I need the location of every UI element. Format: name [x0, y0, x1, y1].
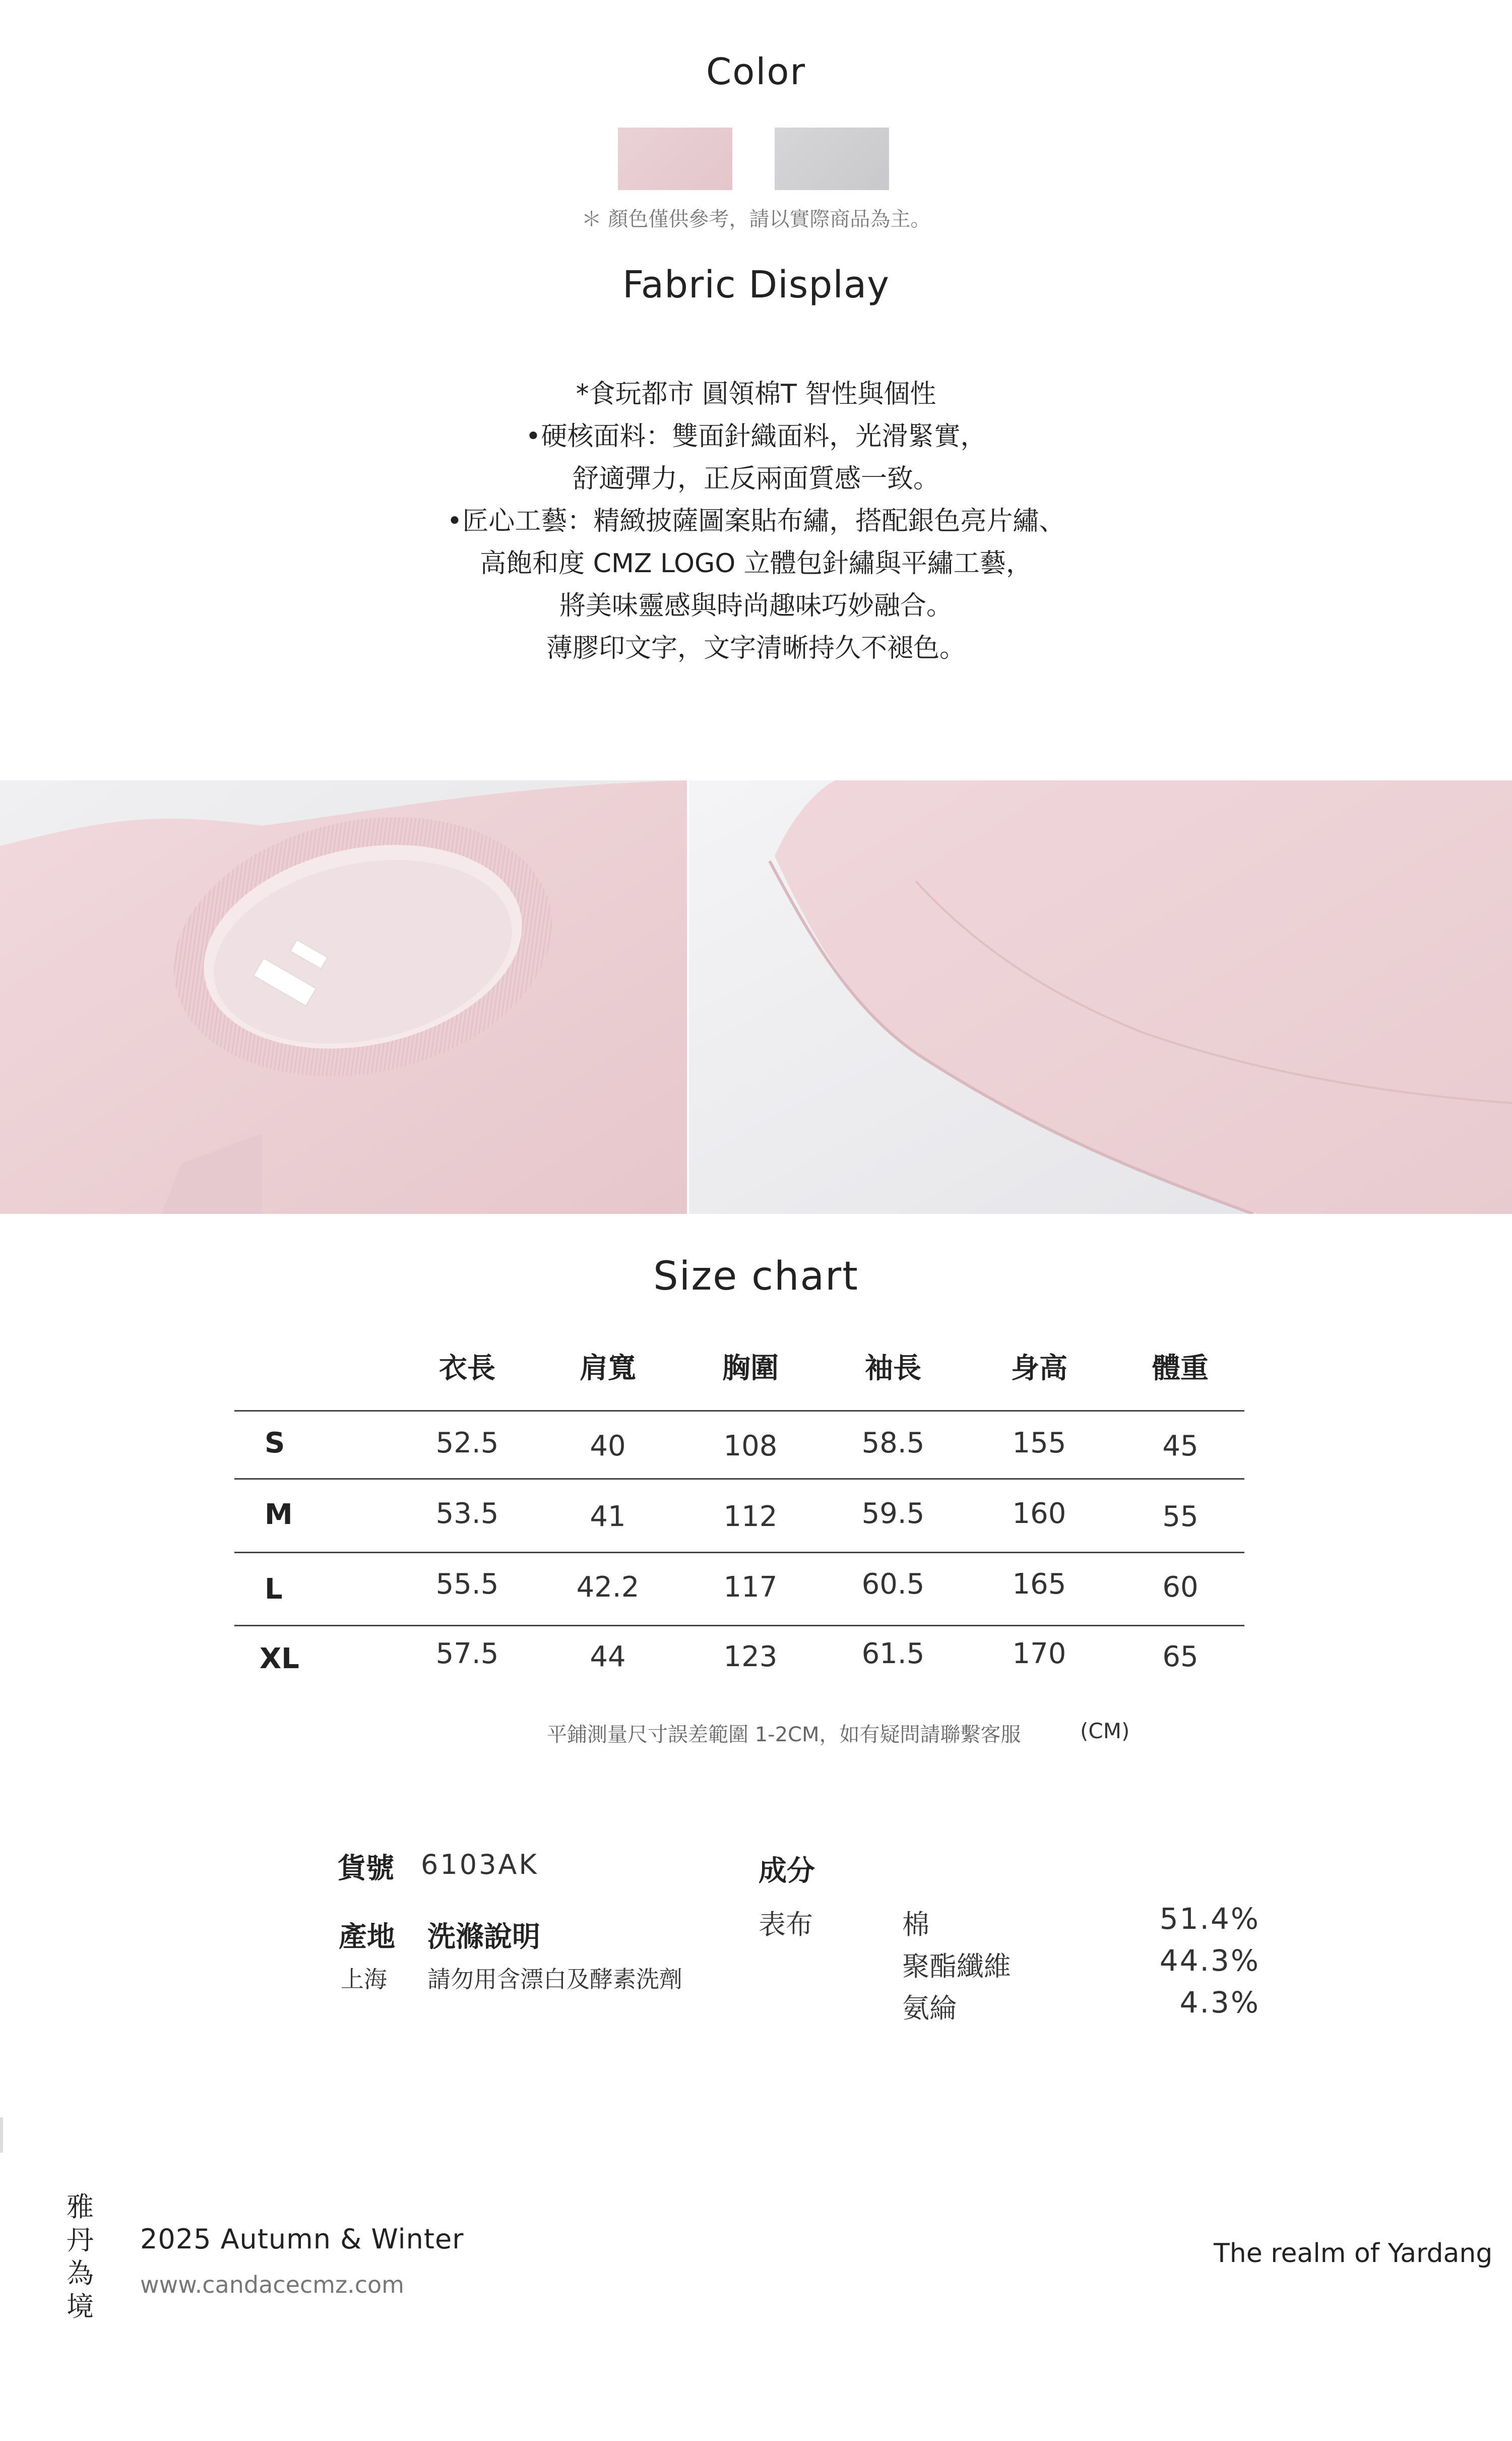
sku-value: 6103AK	[421, 1849, 539, 1880]
material-name: 氨綸	[902, 1992, 957, 2024]
column-header-sleeve: 袖長	[865, 1352, 921, 1385]
composition-label: 成分	[759, 1855, 815, 1887]
size-unit: (CM)	[1080, 1719, 1130, 1743]
fabric-description	[0, 373, 1512, 669]
column-header-height: 身高	[1011, 1352, 1067, 1385]
table-divider	[234, 1410, 1244, 1412]
material-percent: 51.4%	[1159, 1902, 1260, 1936]
table-cell: 112	[723, 1500, 778, 1533]
table-divider	[234, 1625, 1244, 1626]
size-label: XL	[260, 1642, 299, 1675]
table-cell: 58.5	[861, 1427, 925, 1459]
table-cell: 59.5	[861, 1497, 925, 1530]
edge-mark	[0, 2117, 3, 2153]
fabric-line: •匠心工藝：精緻披薩圖案貼布繡，搭配銀色亮片繡、	[447, 506, 1065, 536]
table-cell: 165	[1012, 1568, 1066, 1601]
brand-tagline: The realm of Yardang	[1214, 2238, 1493, 2269]
brand-char: 丹	[67, 2224, 94, 2256]
material-percent: 44.3%	[1159, 1943, 1260, 1978]
table-cell: 53.5	[435, 1497, 499, 1530]
table-cell: 60.5	[861, 1568, 925, 1601]
neckline-photo	[0, 780, 687, 1214]
table-cell: 108	[723, 1430, 778, 1462]
material-name: 聚酯纖維	[902, 1950, 1011, 1982]
table-cell: 57.5	[435, 1637, 499, 1670]
table-divider	[234, 1478, 1244, 1480]
fabric-part-label: 表布	[759, 1909, 813, 1940]
table-cell: 123	[723, 1640, 778, 1673]
cuff-illustration	[689, 780, 1512, 1214]
column-header-weight: 體重	[1152, 1352, 1209, 1385]
neckline-illustration	[0, 780, 687, 1214]
table-cell: 117	[723, 1571, 778, 1604]
material-percent: 4.3%	[1179, 1985, 1260, 2020]
table-cell: 55	[1162, 1500, 1199, 1533]
brand-char: 為	[67, 2257, 94, 2289]
size-chart-title: Size chart	[653, 1254, 859, 1299]
fabric-line: *食玩都市 圓領棉T 智性與個性	[576, 379, 936, 409]
brand-char: 雅	[67, 2191, 94, 2223]
fabric-line: 舒適彈力，正反兩面質感一致。	[572, 464, 939, 494]
care-value: 請勿用含漂白及酵素洗劑	[427, 1966, 682, 1993]
website-link[interactable]: www.candacecmz.com	[140, 2271, 404, 2298]
brand-vertical-name	[62, 2190, 98, 2324]
fabric-section-title: Fabric Display	[622, 263, 890, 307]
color-disclaimer: ＊ 顏色僅供參考，請以實際商品為主。	[581, 208, 931, 231]
table-cell: 41	[590, 1500, 626, 1533]
size-label: S	[265, 1427, 285, 1459]
table-cell: 45	[1162, 1430, 1199, 1462]
color-swatch-gray[interactable]	[775, 128, 889, 190]
size-label: M	[265, 1498, 293, 1531]
season-label: 2025 Autumn & Winter	[140, 2223, 464, 2255]
table-cell: 40	[590, 1430, 626, 1462]
care-label: 洗滌說明	[427, 1921, 540, 1954]
table-cell: 65	[1162, 1640, 1199, 1673]
color-section-title: Color	[706, 50, 806, 93]
table-cell: 44	[590, 1640, 626, 1673]
table-cell: 61.5	[861, 1637, 925, 1670]
table-cell: 170	[1012, 1637, 1066, 1670]
column-header-length: 衣長	[439, 1352, 495, 1385]
table-divider	[234, 1552, 1244, 1553]
size-note: 平鋪測量尺寸誤差範圍 1-2CM，如有疑問請聯繫客服	[547, 1723, 1021, 1746]
brand-char: 境	[67, 2291, 94, 2323]
color-swatch-pink[interactable]	[618, 128, 732, 190]
size-label: L	[265, 1573, 283, 1606]
sku-label: 貨號	[338, 1852, 394, 1885]
fabric-line: 將美味靈感與時尚趣味巧妙融合。	[559, 591, 953, 621]
table-cell: 60	[1162, 1571, 1199, 1604]
origin-value: 上海	[341, 1966, 387, 1993]
column-header-shoulder: 肩寬	[580, 1352, 636, 1385]
fabric-line: 高飽和度 CMZ LOGO 立體包針繡與平繡工藝，	[480, 548, 1032, 579]
cuff-photo	[689, 780, 1512, 1214]
column-header-chest: 胸圍	[722, 1352, 779, 1385]
table-cell: 160	[1012, 1497, 1066, 1530]
table-cell: 52.5	[435, 1427, 499, 1459]
fabric-line: 薄膠印文字，文字清晰持久不褪色。	[546, 633, 966, 663]
table-cell: 55.5	[435, 1568, 499, 1601]
table-cell: 155	[1012, 1427, 1066, 1459]
origin-label: 產地	[339, 1921, 395, 1954]
material-name: 棉	[902, 1909, 929, 1940]
fabric-line: •硬核面料：雙面針織面料，光滑緊實，	[525, 421, 987, 452]
table-cell: 42.2	[576, 1571, 640, 1604]
